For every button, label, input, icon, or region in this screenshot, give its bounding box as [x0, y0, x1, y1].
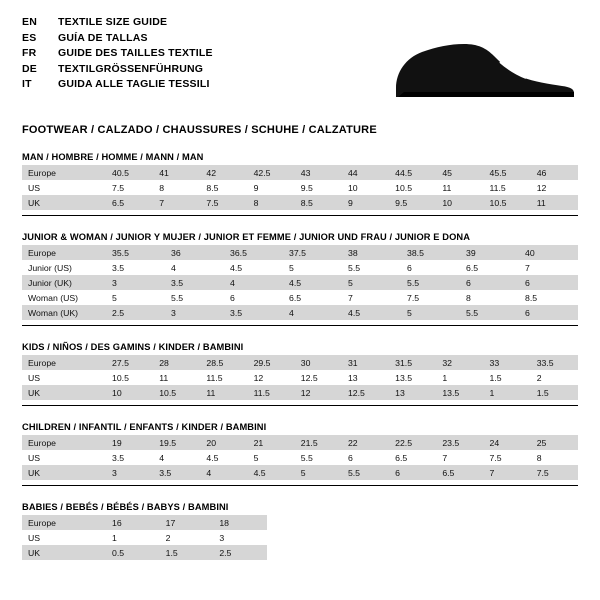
size-cell: 1.5: [160, 545, 214, 560]
size-cell: 7.5: [401, 290, 460, 305]
size-cell: 8.5: [295, 195, 342, 210]
size-cell: 10.5: [484, 195, 531, 210]
size-cell: 4.5: [224, 260, 283, 275]
size-cell: 5.5: [342, 260, 401, 275]
size-group: [22, 342, 578, 406]
section-title: FOOTWEAR / CALZADO / CHAUSSURES / SCHUHE / CALZATURE: [22, 124, 377, 136]
size-cell: 5.5: [460, 305, 519, 320]
size-cell: 5: [401, 305, 460, 320]
size-cell: 41: [153, 165, 200, 180]
size-cell: 44.5: [389, 165, 436, 180]
size-cell: 3.5: [106, 260, 165, 275]
table-row: [22, 245, 578, 260]
language-title: TEXTILGRÖSSENFÜHRUNG: [58, 62, 204, 75]
size-cell: 3: [165, 305, 224, 320]
size-cell: 2.5: [106, 305, 165, 320]
size-cell: 1: [484, 385, 531, 400]
size-cell: 6: [224, 290, 283, 305]
size-cell: 44: [342, 165, 389, 180]
size-cell: 5: [283, 260, 342, 275]
size-cell: 5.5: [295, 450, 342, 465]
size-cell: 35.5: [106, 245, 165, 260]
size-cell: 5.5: [401, 275, 460, 290]
size-cell: 13.5: [389, 370, 436, 385]
size-cell: 9.5: [389, 195, 436, 210]
size-cell: 4: [200, 465, 247, 480]
size-table: [22, 355, 578, 400]
row-label: Europe: [22, 435, 106, 450]
size-group-heading: JUNIOR & WOMAN / JUNIOR Y MUJER / JUNIOR ET FEMME / JUNIOR UND FRAU / JUNIOR E DONA: [22, 232, 471, 242]
size-cell: 13.5: [436, 385, 483, 400]
size-cell: 6.5: [283, 290, 342, 305]
table-row: [22, 355, 578, 370]
size-cell: 3.5: [224, 305, 283, 320]
size-cell: 6: [389, 465, 436, 480]
size-cell: 1.5: [531, 385, 578, 400]
row-label: UK: [22, 195, 106, 210]
size-cell: 7: [484, 465, 531, 480]
size-cell: 12: [531, 180, 578, 195]
size-cell: 12: [295, 385, 342, 400]
size-table: [22, 245, 578, 320]
row-label: UK: [22, 545, 106, 560]
size-cell: 8: [531, 450, 578, 465]
size-group-heading: BABIES / BEBÉS / BÉBÉS / BABYS / BAMBINI: [22, 502, 229, 512]
size-cell: 22: [342, 435, 389, 450]
size-cell: 11.5: [200, 370, 247, 385]
size-cell: 45.5: [484, 165, 531, 180]
group-divider: [22, 215, 578, 216]
size-cell: 5: [248, 450, 295, 465]
size-group: [22, 232, 578, 326]
row-label: UK: [22, 385, 106, 400]
dress-shoe-icon: [388, 32, 578, 104]
size-cell: 13: [342, 370, 389, 385]
table-row: [22, 165, 578, 180]
language-title: GUIDE DES TAILLES TEXTILE: [58, 47, 213, 59]
size-cell: 12.5: [295, 370, 342, 385]
size-cell: 40.5: [106, 165, 153, 180]
row-label: UK: [22, 465, 106, 480]
size-cell: 42.5: [248, 165, 295, 180]
language-title: GUÍA DE TALLAS: [58, 31, 148, 44]
size-cell: 2.5: [213, 545, 267, 560]
size-cell: 36: [165, 245, 224, 260]
size-group: [22, 152, 578, 216]
size-cell: 11: [200, 385, 247, 400]
size-cell: 7.5: [531, 465, 578, 480]
size-cell: 6.5: [460, 260, 519, 275]
size-cell: 38.5: [401, 245, 460, 260]
size-cell: 7: [342, 290, 401, 305]
size-cell: 28: [153, 355, 200, 370]
size-cell: 43: [295, 165, 342, 180]
size-cell: 10.5: [153, 385, 200, 400]
row-label: US: [22, 530, 106, 545]
row-label: Junior (UK): [22, 275, 106, 290]
size-cell: 7.5: [200, 195, 247, 210]
size-cell: 5.5: [165, 290, 224, 305]
size-cell: 11: [153, 370, 200, 385]
size-cell: 27.5: [106, 355, 153, 370]
size-cell: 32: [436, 355, 483, 370]
size-cell: 13: [389, 385, 436, 400]
row-label: Woman (UK): [22, 305, 106, 320]
size-cell: 11: [531, 195, 578, 210]
size-cell: 40: [519, 245, 578, 260]
size-cell: 20: [200, 435, 247, 450]
table-row: [22, 385, 578, 400]
size-cell: 3: [106, 465, 153, 480]
language-code: FR: [22, 47, 37, 59]
table-row: [22, 305, 578, 320]
language-row: [22, 16, 578, 32]
table-row: [22, 290, 578, 305]
size-cell: 12.5: [342, 385, 389, 400]
size-cell: 5: [342, 275, 401, 290]
table-row: [22, 275, 578, 290]
language-code: ES: [22, 31, 37, 44]
size-cell: 24: [484, 435, 531, 450]
size-cell: 5: [295, 465, 342, 480]
size-table: [22, 165, 578, 210]
table-row: [22, 450, 578, 465]
size-cell: 42: [200, 165, 247, 180]
size-cell: 6.5: [436, 465, 483, 480]
size-cell: 19: [106, 435, 153, 450]
table-row: [22, 180, 578, 195]
table-row: [22, 465, 578, 480]
size-cell: 3: [106, 275, 165, 290]
table-row: [22, 260, 578, 275]
size-cell: 9.5: [295, 180, 342, 195]
size-group-heading: CHILDREN / INFANTIL / ENFANTS / KINDER / BAMBINI: [22, 422, 267, 432]
size-cell: 21.5: [295, 435, 342, 450]
size-cell: 6.5: [106, 195, 153, 210]
size-table: [22, 515, 267, 560]
language-code: EN: [22, 16, 37, 28]
size-cell: 7.5: [484, 450, 531, 465]
size-cell: 10.5: [106, 370, 153, 385]
size-cell: 6: [519, 305, 578, 320]
group-divider: [22, 485, 578, 486]
size-cell: 10: [436, 195, 483, 210]
size-cell: 11.5: [248, 385, 295, 400]
size-cell: 6: [460, 275, 519, 290]
size-cell: 11.5: [484, 180, 531, 195]
size-cell: 7: [519, 260, 578, 275]
size-cell: 7: [153, 195, 200, 210]
language-title: TEXTILE SIZE GUIDE: [58, 16, 168, 28]
size-cell: 3.5: [153, 465, 200, 480]
table-row: [22, 370, 578, 385]
size-cell: 3.5: [106, 450, 153, 465]
size-cell: 38: [342, 245, 401, 260]
size-cell: 4.5: [248, 465, 295, 480]
size-cell: 46: [531, 165, 578, 180]
size-cell: 23.5: [436, 435, 483, 450]
size-cell: 6: [519, 275, 578, 290]
size-group-heading: KIDS / NIÑOS / DES GAMINS / KINDER / BAMBINI: [22, 342, 244, 352]
size-table: [22, 435, 578, 480]
size-cell: 31: [342, 355, 389, 370]
size-cell: 11: [436, 180, 483, 195]
table-row: [22, 515, 267, 530]
size-cell: 1.5: [484, 370, 531, 385]
size-cell: 4: [165, 260, 224, 275]
size-cell: 8: [248, 195, 295, 210]
size-cell: 4.5: [342, 305, 401, 320]
row-label: Junior (US): [22, 260, 106, 275]
size-cell: 1: [106, 530, 160, 545]
size-cell: 4: [153, 450, 200, 465]
language-code: IT: [22, 78, 32, 90]
size-cell: 33.5: [531, 355, 578, 370]
size-cell: 33: [484, 355, 531, 370]
size-cell: 4.5: [283, 275, 342, 290]
size-cell: 5.5: [342, 465, 389, 480]
language-title: GUIDA ALLE TAGLIE TESSILI: [58, 78, 210, 90]
size-cell: 16: [106, 515, 160, 530]
language-code: DE: [22, 62, 37, 75]
size-cell: 39: [460, 245, 519, 260]
row-label: US: [22, 450, 106, 465]
row-label: US: [22, 180, 106, 195]
size-cell: 31.5: [389, 355, 436, 370]
size-cell: 10: [342, 180, 389, 195]
size-cell: 25: [531, 435, 578, 450]
row-label: Europe: [22, 515, 106, 530]
size-cell: 19.5: [153, 435, 200, 450]
size-cell: 28.5: [200, 355, 247, 370]
row-label: Woman (US): [22, 290, 106, 305]
size-cell: 8: [153, 180, 200, 195]
size-cell: 45: [436, 165, 483, 180]
size-cell: 10.5: [389, 180, 436, 195]
size-cell: 30: [295, 355, 342, 370]
size-cell: 0.5: [106, 545, 160, 560]
size-cell: 7.5: [106, 180, 153, 195]
size-cell: 8.5: [200, 180, 247, 195]
size-cell: 4: [224, 275, 283, 290]
size-cell: 21: [248, 435, 295, 450]
group-divider: [22, 405, 578, 406]
table-row: [22, 530, 267, 545]
size-cell: 3: [213, 530, 267, 545]
size-cell: 9: [342, 195, 389, 210]
size-cell: 29.5: [248, 355, 295, 370]
row-label: Europe: [22, 355, 106, 370]
size-cell: 2: [531, 370, 578, 385]
size-cell: 9: [248, 180, 295, 195]
size-cell: 5: [106, 290, 165, 305]
size-cell: 2: [160, 530, 214, 545]
row-label: US: [22, 370, 106, 385]
size-cell: 8: [460, 290, 519, 305]
table-row: [22, 195, 578, 210]
size-cell: 6: [401, 260, 460, 275]
page-header: [22, 16, 578, 108]
table-row: [22, 545, 267, 560]
size-group-heading: MAN / HOMBRE / HOMME / MANN / MAN: [22, 152, 204, 162]
size-cell: 12: [248, 370, 295, 385]
row-label: Europe: [22, 245, 106, 260]
size-group: [22, 502, 578, 560]
size-cell: 37.5: [283, 245, 342, 260]
size-cell: 6.5: [389, 450, 436, 465]
size-cell: 3.5: [165, 275, 224, 290]
size-cell: 36.5: [224, 245, 283, 260]
size-cell: 18: [213, 515, 267, 530]
size-tables: [22, 152, 578, 560]
group-divider: [22, 325, 578, 326]
size-cell: 8.5: [519, 290, 578, 305]
size-cell: 7: [436, 450, 483, 465]
size-group: [22, 422, 578, 486]
size-cell: 22.5: [389, 435, 436, 450]
size-cell: 10: [106, 385, 153, 400]
size-cell: 4.5: [200, 450, 247, 465]
row-label: Europe: [22, 165, 106, 180]
size-cell: 6: [342, 450, 389, 465]
table-row: [22, 435, 578, 450]
size-cell: 1: [436, 370, 483, 385]
size-cell: 4: [283, 305, 342, 320]
size-cell: 17: [160, 515, 214, 530]
